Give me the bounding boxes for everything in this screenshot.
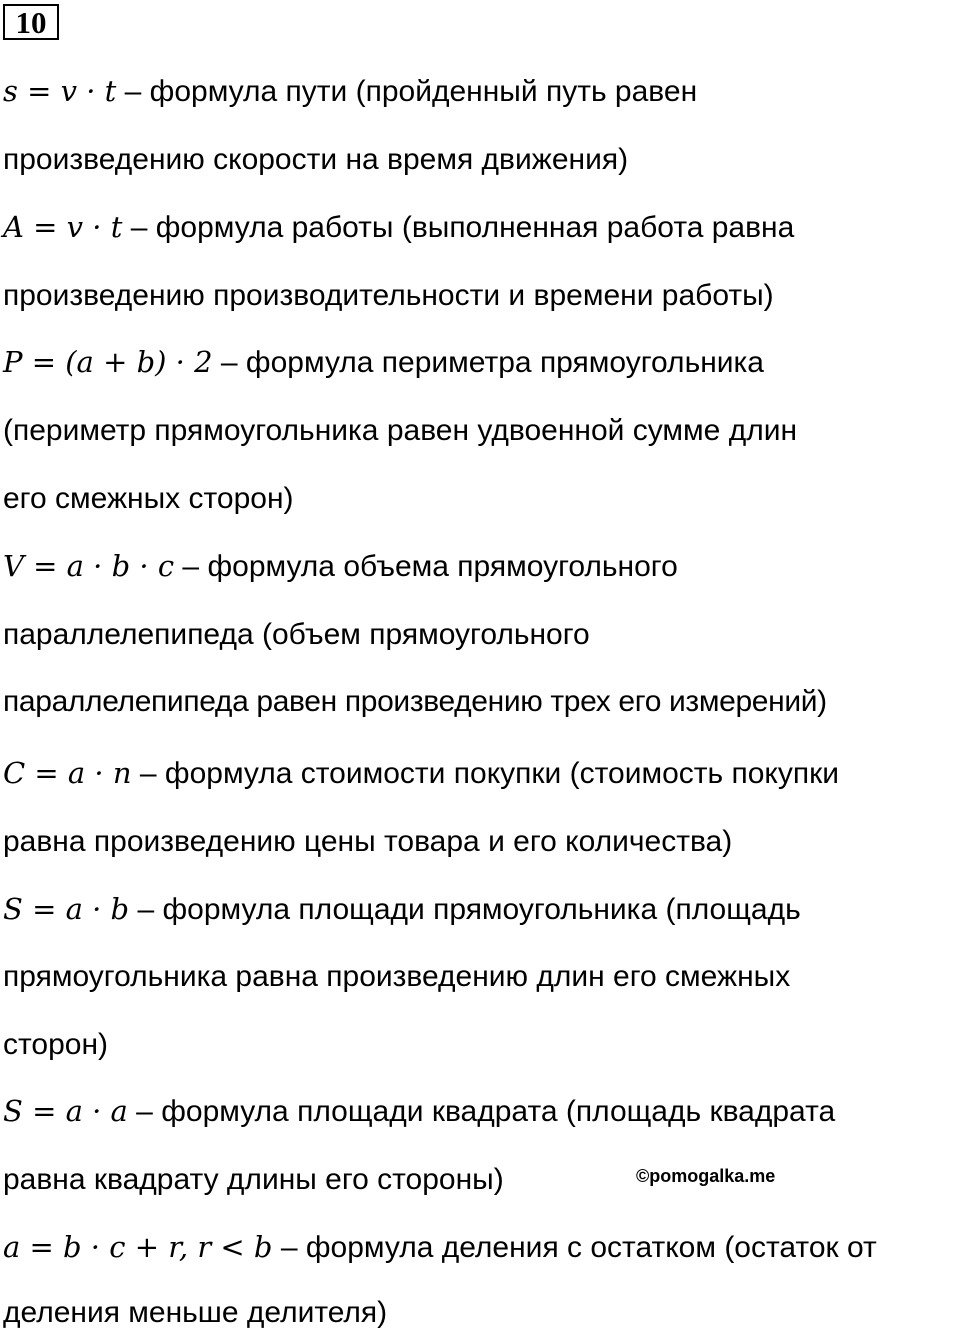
- text-line: [3, 410, 797, 450]
- text-line: [3, 614, 590, 654]
- line-text: – формула деления с остатком (остаток от: [272, 1231, 877, 1264]
- text-line: [3, 546, 678, 586]
- text-line: [3, 207, 794, 247]
- watermark: ©pomogalka.me: [636, 1166, 776, 1186]
- line-text: произведению скорости на время движения): [3, 143, 629, 176]
- line-text: – формула пути (пройденный путь равен: [116, 75, 698, 108]
- line-text: – формула объема прямоугольного: [174, 550, 678, 583]
- line-text: деления меньше делителя): [3, 1296, 388, 1329]
- line-text: равна произведению цены товара и его количества): [3, 825, 733, 858]
- line-text: произведению производительности и времени работы): [3, 279, 774, 312]
- line-text: его смежных сторон): [3, 482, 294, 515]
- text-line: [3, 821, 732, 861]
- text-line: [3, 342, 764, 382]
- text-line: [3, 275, 774, 315]
- text-line: [3, 1227, 877, 1267]
- formula: s = v · t: [3, 74, 117, 108]
- text-line: [3, 1091, 835, 1131]
- text-line: [3, 478, 294, 518]
- line-text: прямоугольника равна произведению длин его смежных: [3, 960, 791, 993]
- formula: S = a · b: [3, 892, 130, 926]
- task-number-box: 10: [3, 4, 59, 40]
- line-text: сторон): [3, 1028, 109, 1061]
- text-line: [3, 889, 801, 929]
- text-line: [3, 1159, 504, 1199]
- line-text: – формула периметра прямоугольника: [212, 346, 764, 379]
- line-text: – формула работы (выполненная работа равна: [122, 211, 795, 244]
- text-line: [3, 71, 697, 111]
- text-line: [3, 1024, 108, 1064]
- line-text: параллелепипеда (объем прямоугольного: [3, 618, 590, 651]
- text-line: [3, 753, 839, 793]
- formula: P = (a + b) · 2: [3, 345, 213, 379]
- line-text: – формула площади прямоугольника (площадь: [129, 893, 801, 926]
- text-line: [3, 139, 628, 179]
- text-line: [3, 1292, 387, 1332]
- line-text: параллелепипеда равен произведению трех его измерений): [3, 685, 827, 718]
- text-line: [3, 681, 827, 721]
- line-text: (периметр прямоугольника равен удвоенной сумме длин: [3, 414, 798, 447]
- formula: C = a · n: [3, 756, 132, 790]
- formula: S = a · a: [3, 1094, 128, 1128]
- line-text: – формула стоимости покупки (стоимость покупки: [131, 757, 839, 790]
- formula: a = b · c + r, r < b: [3, 1230, 273, 1264]
- line-text: равна квадрату длины его стороны): [3, 1163, 504, 1196]
- line-text: – формула площади квадрата (площадь квадрата: [127, 1095, 836, 1128]
- text-line: [3, 956, 790, 996]
- formula: A = v · t: [3, 210, 123, 244]
- formula: V = a · b · c: [3, 549, 175, 583]
